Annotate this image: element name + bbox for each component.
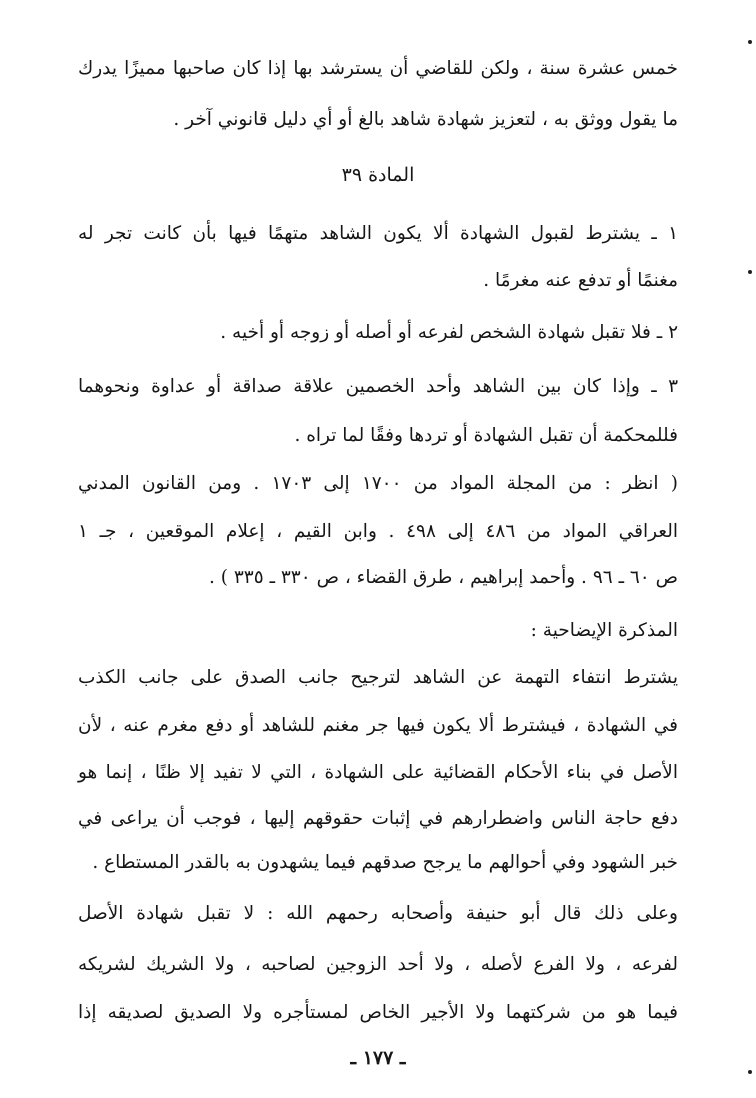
article-item-3-cont: فللمحكمة أن تقبل الشهادة أو تردها وفقًا لما تراه .	[294, 425, 678, 446]
memo-heading: المذكرة الإيضاحية :	[530, 620, 678, 641]
memo-line: في الشهادة ، فيشترط ألا يكون فيها جر مغنم للشاهد أو دفع مغرم عنه ، لأن	[78, 715, 678, 736]
article-item-3: ٣ ـ وإذا كان بين الشاهد وأحد الخصمين علاقة صداقة أو عداوة ونحوهما	[78, 376, 678, 397]
article-title: المادة ٣٩	[341, 164, 415, 186]
memo-line: وعلى ذلك قال أبو حنيفة وأصحابه رحمهم الله : لا تقبل شهادة الأصل	[78, 903, 678, 924]
memo-line: الأصل في بناء الأحكام القضائية على الشهادة ، التي لا تفيد إلا ظنًا ، إنما هو	[78, 762, 678, 783]
memo-line: دفع حاجة الناس واضطرارهم في إثبات حقوقهم إليها ، فوجب أن يراعى في	[78, 808, 678, 829]
text-line: خمس عشرة سنة ، ولكن للقاضي أن يسترشد بها إذا كان صاحبها مميزًا يدرك	[78, 58, 678, 79]
memo-line: فيما هو من شركتهما ولا الأجير الخاص لمستأجره ولا الصديق لصديقه إذا	[78, 1002, 678, 1023]
page-number: ـ ١٧٧ ـ	[350, 1047, 406, 1069]
scan-dot	[748, 1070, 752, 1074]
reference-line: ( انظر : من المجلة المواد من ١٧٠٠ إلى ١٧٠٣ . ومن القانون المدني	[78, 473, 678, 494]
article-item-1: ١ ـ يشترط لقبول الشهادة ألا يكون الشاهد متهمًا فيها بأن كانت تجر له	[78, 223, 678, 244]
scan-dot	[748, 270, 752, 274]
article-item-1-cont: مغنمًا أو تدفع عنه مغرمًا .	[483, 270, 678, 291]
reference-line: العراقي المواد من ٤٨٦ إلى ٤٩٨ . وابن القيم ، إعلام الموقعين ، جـ ١	[78, 521, 678, 542]
text-line: ما يقول ووثق به ، لتعزيز شهادة شاهد بالغ أو أي دليل قانوني آخر .	[173, 109, 678, 130]
scan-dot	[748, 40, 752, 44]
article-item-2: ٢ ـ فلا تقبل شهادة الشخص لفرعه أو أصله أو زوجه أو أخيه .	[220, 322, 678, 343]
reference-line: ص ٦٠ ـ ٩٦ . وأحمد إبراهيم ، طرق القضاء ، ص ٣٣٠ ـ ٣٣٥ ) .	[209, 567, 678, 588]
memo-line: يشترط انتفاء التهمة عن الشاهد لترجيح جانب الصدق على جانب الكذب	[78, 667, 678, 688]
memo-line: لفرعه ، ولا الفرع لأصله ، ولا أحد الزوجين لصاحبه ، ولا الشريك لشريكه	[78, 954, 678, 975]
memo-line: خبر الشهود وفي أحوالهم ما يرجح صدقهم فيما يشهدون به بالقدر المستطاع .	[92, 852, 678, 873]
